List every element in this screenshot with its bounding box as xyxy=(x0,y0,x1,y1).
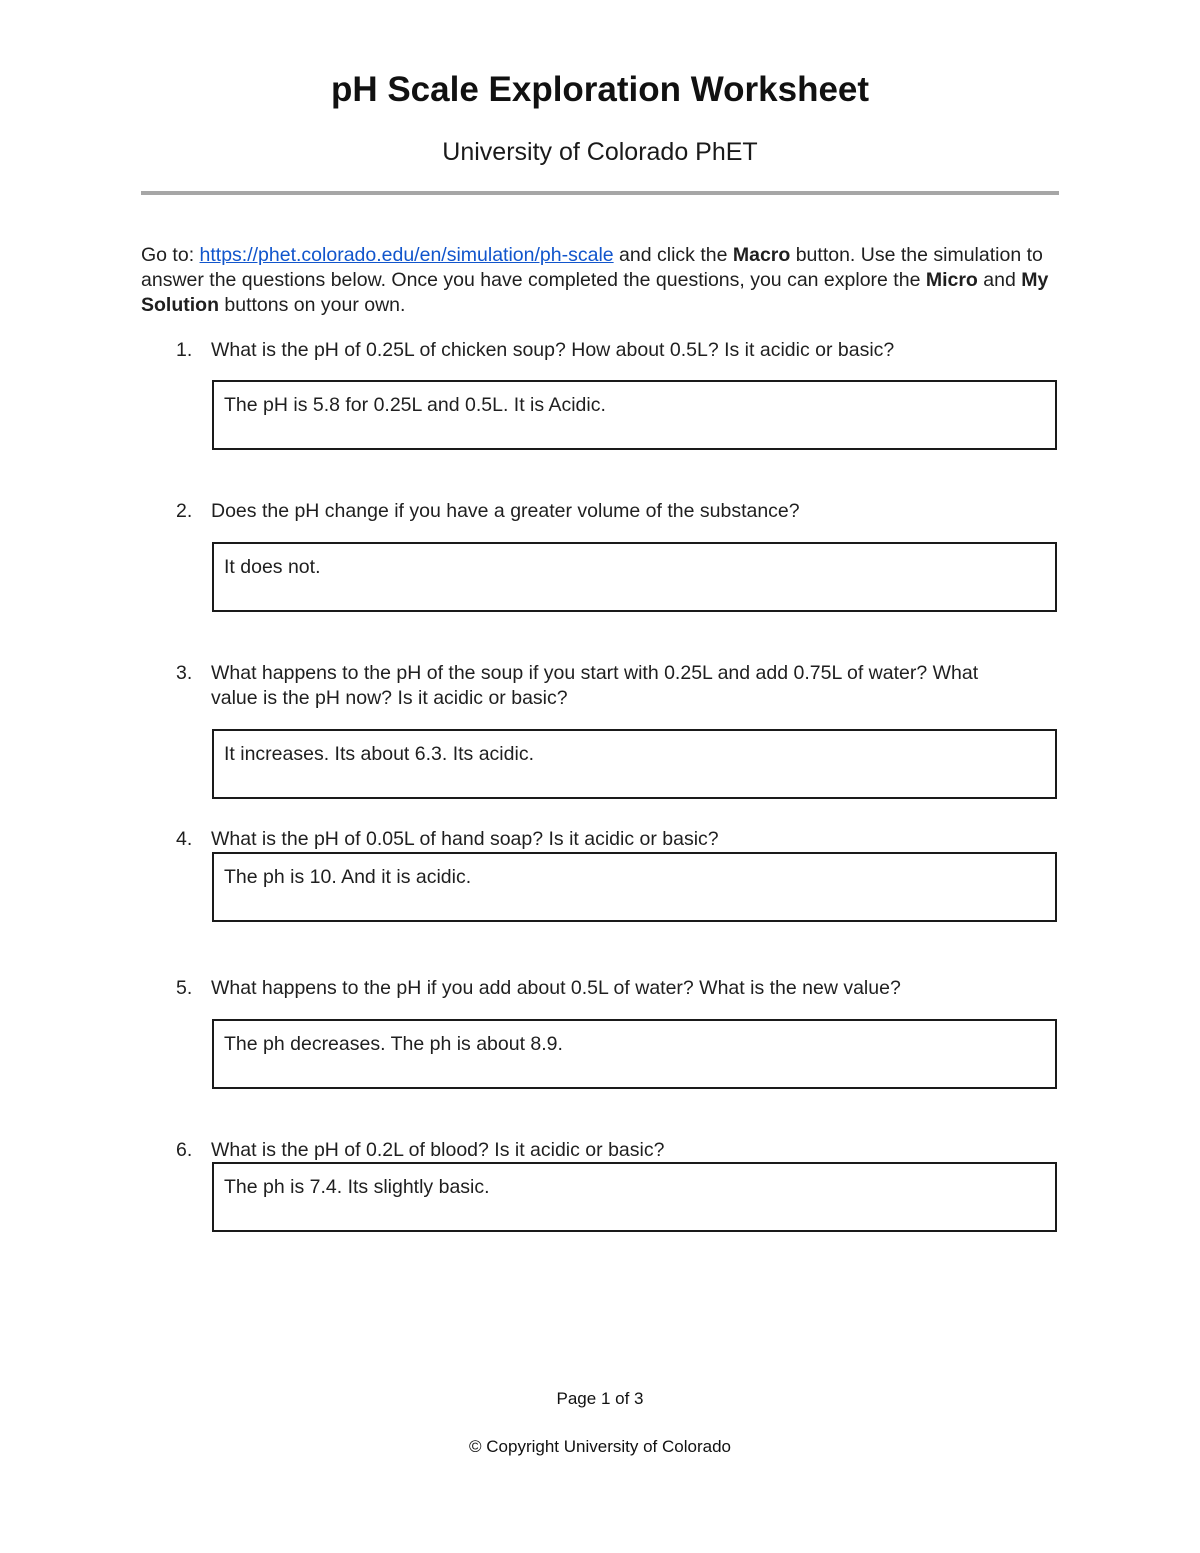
my-solution-label: My Solution xyxy=(141,269,1049,316)
question-number: 5. xyxy=(176,977,193,999)
intro-go-to: Go to: xyxy=(141,244,200,266)
question-2 xyxy=(176,499,1076,524)
intro-text-1: and click the xyxy=(613,244,733,266)
header-divider xyxy=(141,191,1059,195)
question-text: What happens to the pH of the soup if you start with 0.25L and add 0.75L of water? What value is the pH now? Is it acidic or basic? xyxy=(211,662,979,709)
question-1 xyxy=(176,338,1076,363)
macro-label: Macro xyxy=(732,244,791,266)
page-title: pH Scale Exploration Worksheet xyxy=(330,70,870,109)
answer-box-3[interactable]: It increases. Its about 6.3. Its acidic. xyxy=(212,729,1057,799)
page-number: Page 1 of 3 xyxy=(556,1389,644,1408)
intro-paragraph xyxy=(141,243,1071,318)
question-text: What is the pH of 0.05L of hand soap? Is it acidic or basic? xyxy=(211,828,719,850)
question-number: 3. xyxy=(176,662,193,684)
question-number: 2. xyxy=(176,500,193,522)
answer-box-4[interactable]: The ph is 10. And it is acidic. xyxy=(212,852,1057,922)
answer-box-5[interactable]: The ph decreases. The ph is about 8.9. xyxy=(212,1019,1057,1089)
answer-box-6[interactable]: The ph is 7.4. Its slightly basic. xyxy=(212,1162,1057,1232)
micro-label: Micro xyxy=(925,269,978,291)
question-number: 1. xyxy=(176,339,193,361)
intro-text-4: buttons on your own. xyxy=(218,294,406,316)
question-text: Does the pH change if you have a greater volume of the substance? xyxy=(211,500,800,522)
page-subtitle: University of Colorado PhET xyxy=(442,138,758,166)
question-4 xyxy=(176,827,1076,852)
question-text: What is the pH of 0.2L of blood? Is it acidic or basic? xyxy=(211,1139,665,1161)
copyright-notice: © Copyright University of Colorado xyxy=(469,1437,731,1456)
answer-box-1[interactable]: The pH is 5.8 for 0.25L and 0.5L. It is Acidic. xyxy=(212,380,1057,450)
question-text: What happens to the pH if you add about 0.5L of water? What is the new value? xyxy=(211,977,901,999)
question-6 xyxy=(176,1138,1076,1163)
answer-box-2[interactable]: It does not. xyxy=(212,542,1057,612)
simulation-link[interactable]: https://phet.colorado.edu/en/simulation/ph-scale xyxy=(199,244,614,266)
question-5 xyxy=(176,976,1076,1001)
intro-text-3: and xyxy=(977,269,1022,291)
question-3 xyxy=(176,661,1076,711)
question-text: What is the pH of 0.25L of chicken soup? How about 0.5L? Is it acidic or basic? xyxy=(211,339,895,361)
question-number: 4. xyxy=(176,828,193,850)
question-number: 6. xyxy=(176,1139,193,1161)
intro-text-2: button. Use the simulation to answer the questions below. Once you have completed the questions, you can explore the xyxy=(141,244,1043,291)
